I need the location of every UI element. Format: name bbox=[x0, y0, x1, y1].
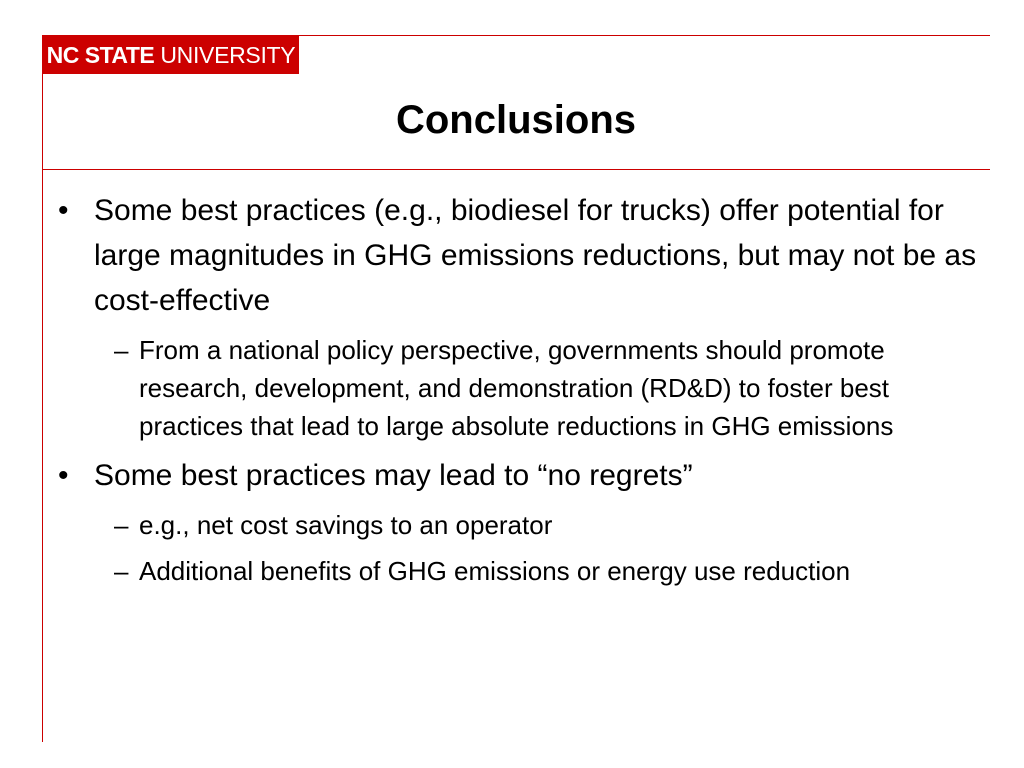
dash-glyph: – bbox=[114, 556, 129, 586]
slide-title: Conclusions bbox=[395, 98, 637, 142]
bullet-item bbox=[56, 453, 986, 498]
sub-bullet-text: Additional benefits of GHG emissions or energy use reduction bbox=[139, 556, 851, 586]
sub-list bbox=[56, 331, 986, 445]
sub-bullet-item bbox=[56, 506, 986, 544]
bullet-item bbox=[56, 188, 986, 323]
logo-light-text: UNIVERSITY bbox=[160, 42, 296, 68]
sub-list bbox=[56, 506, 986, 590]
slide-content bbox=[56, 188, 986, 598]
bullet-text: Some best practices may lead to “no regrets” bbox=[94, 459, 693, 492]
bullet-glyph: • bbox=[58, 459, 69, 492]
sub-bullet-item bbox=[56, 552, 986, 590]
logo-bold-text: NC STATE bbox=[46, 42, 155, 68]
nc-state-logo bbox=[43, 36, 299, 74]
bullet-glyph: • bbox=[58, 194, 69, 227]
sub-bullet-item bbox=[56, 331, 986, 445]
title-rule bbox=[42, 169, 990, 170]
sub-bullet-text: e.g., net cost savings to an operator bbox=[139, 510, 553, 540]
sub-bullet-text: From a national policy perspective, governments should promote research, development, and demonstration (RD&D) to foster best practices that lead to large absolute reductions in GHG emissions bbox=[139, 335, 894, 441]
bullet-text: Some best practices (e.g., biodiesel for trucks) offer potential for large magnitudes in GHG emissions reductions, but may not be as cost-effective bbox=[94, 194, 977, 317]
dash-glyph: – bbox=[114, 510, 129, 540]
dash-glyph: – bbox=[114, 335, 129, 365]
